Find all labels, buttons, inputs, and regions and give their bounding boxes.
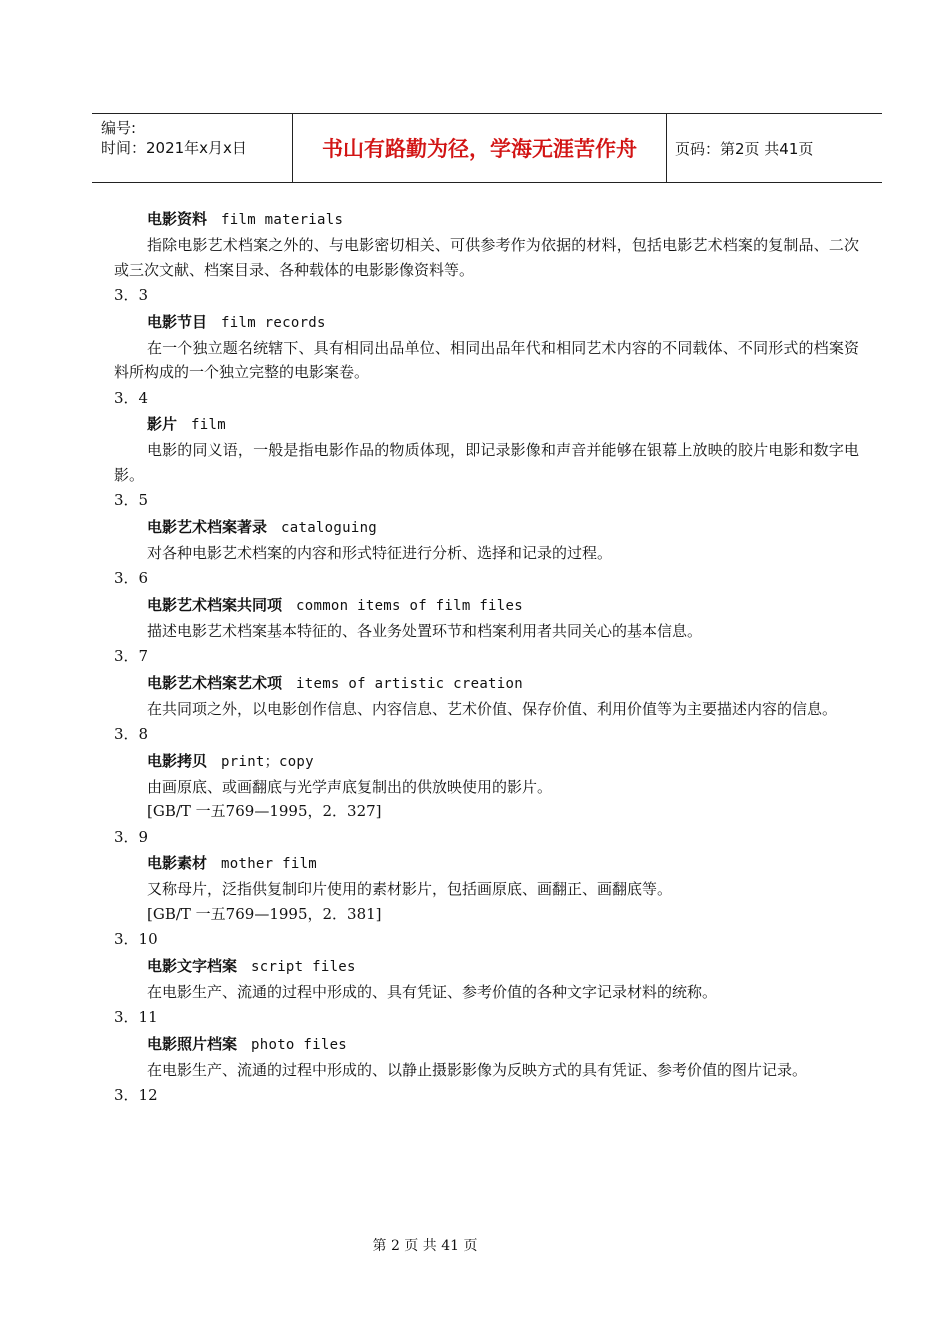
term-reference: [GB/T 一五769—1995，2．327] <box>147 802 382 820</box>
term-entry <box>114 591 859 669</box>
term-reference: [GB/T 一五769—1995，2．381] <box>147 904 382 923</box>
term-definition: 在共同项之外，以电影创作信息、内容信息、艺术价值、保存价值、利用价值等为主要描述内容的信息。 <box>147 699 838 718</box>
section-number: 3．12 <box>114 1086 158 1104</box>
term-definition: 由画原底、或画翻底与光学声底复制出的供放映使用的影片。 <box>147 777 553 796</box>
term-heading <box>114 747 859 775</box>
term-heading <box>114 308 859 336</box>
term-heading <box>114 1030 859 1058</box>
term-entry <box>114 513 859 591</box>
section-number: 3．4 <box>114 388 149 407</box>
term-definition: 描述电影艺术档案基本特征的、各业务处置环节和档案利用者共同关心的基本信息。 <box>147 621 703 640</box>
term-heading <box>114 591 859 619</box>
section-number: 3．11 <box>114 1008 158 1026</box>
term-en: mother film <box>221 856 318 872</box>
term-en: script files <box>251 958 356 975</box>
term-heading <box>114 205 859 233</box>
term-definition: 在电影生产、流通的过程中形成的、以静止摄影影像为反映方式的具有凭证、参考价值的图片记录。 <box>147 1060 808 1079</box>
term-definition: 电影的同义语，一般是指电影作品的物质体现，即记录影像和声音并能够在银幕上放映的胶片电影和数字电影。 <box>114 441 859 484</box>
document-body <box>114 205 859 1108</box>
term-zh: 电影艺术档案共同项 <box>147 595 283 614</box>
page-footer <box>0 1235 950 1255</box>
term-heading <box>114 952 859 980</box>
term-zh: 电影资料 <box>147 210 208 228</box>
term-definition: 在一个独立题名统辖下、具有相同出品单位、相同出品年代和相同艺术内容的不同载体、不同形式的档案资料所构成的一个独立完整的电影案卷。 <box>114 338 859 381</box>
term-entry <box>114 205 859 308</box>
term-entry <box>114 669 859 747</box>
page-header <box>92 113 882 183</box>
section-number: 3．9 <box>114 827 149 846</box>
term-en: items of artistic creation <box>296 675 523 692</box>
term-en: common items of film files <box>296 597 523 614</box>
term-definition: 又称母片，泛指供复制印片使用的素材影片，包括画原底、画翻正、画翻底等。 <box>147 880 673 898</box>
term-definition: 对各种电影艺术档案的内容和形式特征进行分析、选择和记录的过程。 <box>147 543 613 562</box>
term-heading <box>114 513 859 541</box>
section-number: 3．6 <box>114 569 149 587</box>
section-number: 3．8 <box>114 725 149 743</box>
term-en: film records <box>221 314 326 331</box>
term-heading <box>114 410 859 438</box>
section-number: 3．5 <box>114 491 149 509</box>
term-entry <box>114 952 859 1030</box>
term-zh: 电影拷贝 <box>147 751 208 770</box>
header-number-label: 编号: <box>101 119 137 137</box>
term-entry <box>114 410 859 513</box>
term-zh: 电影节目 <box>147 312 208 331</box>
term-en: film materials <box>221 212 344 228</box>
term-definition: 指除电影艺术档案之外的、与电影密切相关、可供参考作为依据的材料，包括电影艺术档案的复制品、二次或三次文献、档案目录、各种载体的电影影像资料等。 <box>114 236 859 279</box>
term-zh: 影片 <box>147 415 178 433</box>
section-number: 3．7 <box>114 647 149 665</box>
term-entry <box>114 849 859 952</box>
term-entry <box>114 308 859 411</box>
header-time-label: 时间：2021年x月x日 <box>101 139 247 157</box>
term-zh: 电影素材 <box>147 854 208 872</box>
term-entry <box>114 747 859 850</box>
section-number: 3．3 <box>114 286 149 304</box>
term-definition: 在电影生产、流通的过程中形成的、具有凭证、参考价值的各种文字记录材料的统称。 <box>147 982 718 1001</box>
term-zh: 电影文字档案 <box>147 956 238 975</box>
term-entry <box>114 1030 859 1108</box>
term-en: print；copy <box>221 753 314 770</box>
footer-page-number: 第 2 页 共 41 页 <box>372 1238 478 1254</box>
term-heading <box>114 669 859 697</box>
term-zh: 电影照片档案 <box>147 1034 238 1053</box>
term-zh: 电影艺术档案著录 <box>147 517 268 536</box>
section-number: 3．10 <box>114 930 158 948</box>
term-en: film <box>191 417 226 433</box>
term-heading <box>114 849 859 877</box>
header-meta-cell <box>92 114 293 182</box>
term-en: cataloguing <box>281 519 378 536</box>
term-zh: 电影艺术档案艺术项 <box>147 673 283 692</box>
term-en: photo files <box>251 1036 348 1053</box>
header-motto: 书山有路勤为径，学海无涯苦作舟 <box>293 114 667 182</box>
header-page-label: 页码：第2页 共41页 <box>675 139 814 158</box>
